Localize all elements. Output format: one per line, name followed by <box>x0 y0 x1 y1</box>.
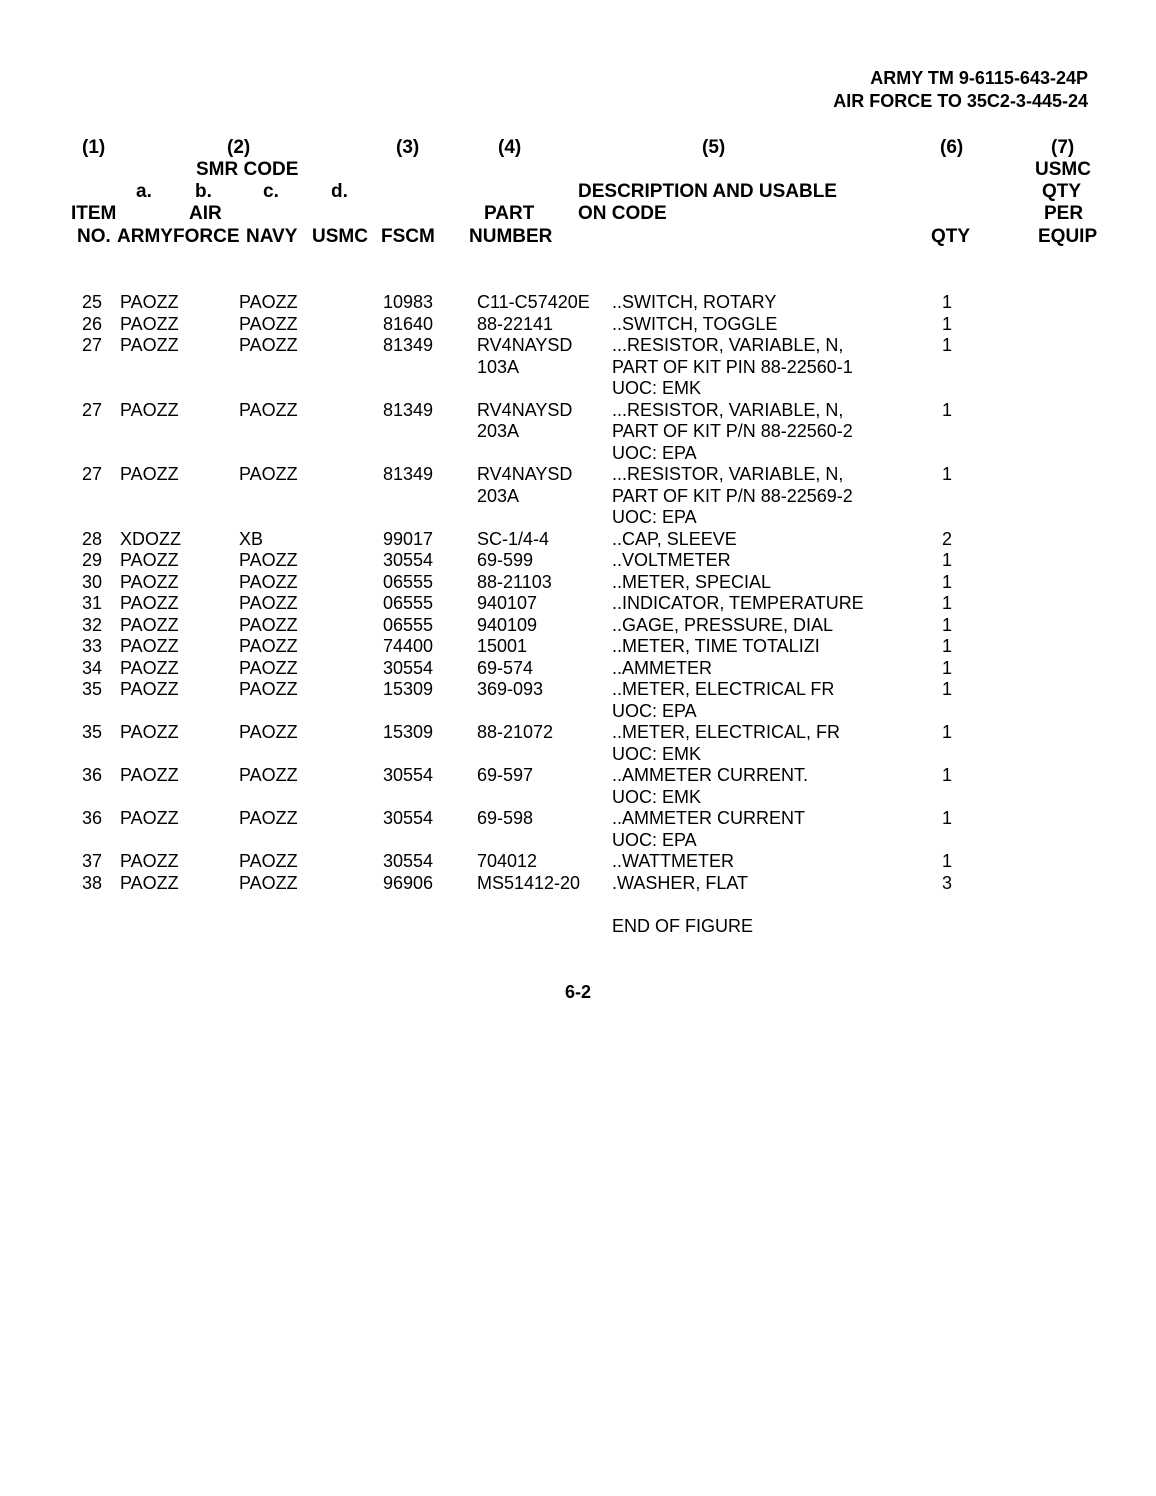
description-line: ..SWITCH, ROTARY <box>612 292 777 312</box>
item-number: 33 <box>81 636 102 656</box>
fscm-code: 30554 <box>383 657 434 678</box>
item-number: 25 <box>81 292 102 312</box>
per-heading: PER <box>1044 203 1084 224</box>
smr-army-code: PAOZZ <box>120 313 179 334</box>
description-line: ..AMMETER <box>612 657 713 678</box>
col1-number: (1) <box>82 137 106 158</box>
description-line: ..METER, ELECTRICAL FR <box>612 679 835 699</box>
quantity: 1 <box>942 571 953 592</box>
part-number: 369-093 <box>477 679 544 699</box>
part-number: 69-599 <box>477 550 534 570</box>
fscm-code: 06555 <box>383 593 434 613</box>
description-line: ...RESISTOR, VARIABLE, N, <box>612 399 844 420</box>
part-number: 69-598 <box>477 808 534 828</box>
description-line: ..METER, ELECTRICAL, FR <box>612 722 841 742</box>
smr-sub-c: c. <box>263 181 279 202</box>
navy-heading: NAVY <box>246 226 298 247</box>
smr-navy-code: PAOZZ <box>239 335 298 355</box>
smr-army-code: PAOZZ <box>120 722 179 742</box>
force-heading: FORCE <box>173 226 240 247</box>
air-heading: AIR <box>189 203 222 224</box>
part-number: MS51412-20 <box>477 872 581 893</box>
item-number: 27 <box>81 335 102 355</box>
quantity: 1 <box>942 464 953 484</box>
part-number: 88-21103 <box>477 571 552 592</box>
smr-navy-code: PAOZZ <box>239 614 298 635</box>
description-line: ..VOLTMETER <box>612 550 731 570</box>
quantity: 1 <box>942 313 953 334</box>
smr-navy-code: XB <box>239 528 264 549</box>
description-line: ..CAP, SLEEVE <box>612 528 737 549</box>
smr-navy-code: PAOZZ <box>239 851 298 871</box>
smr-army-code: PAOZZ <box>120 593 179 613</box>
quantity: 1 <box>942 292 953 312</box>
quantity: 1 <box>942 808 953 828</box>
description-line: UOC: EPA <box>612 700 697 721</box>
col4-number: (4) <box>498 137 522 158</box>
quantity: 1 <box>942 722 953 742</box>
part-number: 203A <box>477 485 520 506</box>
fscm-code: 96906 <box>383 872 434 893</box>
fscm-code: 15309 <box>383 679 434 699</box>
quantity: 1 <box>942 399 953 420</box>
part-number: 69-574 <box>477 657 534 678</box>
description-line: ..AMMETER CURRENT. <box>612 765 809 785</box>
smr-army-code: PAOZZ <box>120 808 179 828</box>
item-number: 27 <box>81 399 102 420</box>
col3-number: (3) <box>396 137 420 158</box>
smr-army-code: PAOZZ <box>120 657 179 678</box>
fscm-heading: FSCM <box>381 226 435 247</box>
qty-heading: QTY <box>931 226 971 247</box>
fscm-code: 81349 <box>383 335 434 355</box>
col7-number: (7) <box>1051 137 1075 158</box>
smr-navy-code: PAOZZ <box>239 636 298 656</box>
description-line: ..INDICATOR, TEMPERATURE <box>612 593 864 613</box>
quantity: 1 <box>942 636 953 656</box>
part-number: RV4NAYSD <box>477 335 573 355</box>
item-number: 27 <box>81 464 102 484</box>
quantity: 1 <box>942 614 953 635</box>
smr-army-code: PAOZZ <box>120 550 179 570</box>
smr-navy-code: PAOZZ <box>239 399 298 420</box>
fscm-code: 30554 <box>383 851 434 871</box>
smr-code-heading: SMR CODE <box>196 159 299 180</box>
smr-army-code: PAOZZ <box>120 614 179 635</box>
fscm-code: 10983 <box>383 292 434 312</box>
quantity: 2 <box>942 528 953 549</box>
end-of-figure: END OF FIGURE <box>612 916 754 936</box>
smr-navy-code: PAOZZ <box>239 808 298 828</box>
description-line: PART OF KIT P/N 88-22560-2 <box>612 421 853 441</box>
item-number: 38 <box>81 872 102 893</box>
description-line: ..AMMETER CURRENT <box>612 808 805 828</box>
part-number: 203A <box>477 421 520 441</box>
fscm-code: 15309 <box>383 722 434 742</box>
part-heading: PART <box>484 203 535 224</box>
description-line: ..SWITCH, TOGGLE <box>612 313 778 334</box>
smr-navy-code: PAOZZ <box>239 657 298 678</box>
smr-army-code: PAOZZ <box>120 571 179 592</box>
fscm-code: 30554 <box>383 808 434 828</box>
description-line: UOC: EMK <box>612 743 702 764</box>
description-line: UOC: EPA <box>612 829 697 850</box>
description-line: UOC: EPA <box>612 442 697 463</box>
part-number: 103A <box>477 356 520 377</box>
part-number: 940109 <box>477 614 538 635</box>
part-number-heading: NUMBER <box>469 226 553 247</box>
description-line: ..METER, SPECIAL <box>612 571 772 592</box>
quantity: 1 <box>942 657 953 678</box>
description-line: .WASHER, FLAT <box>612 872 749 893</box>
doc-id-airforce: AIR FORCE TO 35C2-3-445-24 <box>833 91 1088 111</box>
quantity: 1 <box>942 335 953 355</box>
part-number: 15001 <box>477 636 528 656</box>
smr-navy-code: PAOZZ <box>239 765 298 785</box>
equip-heading: EQUIP <box>1038 226 1098 247</box>
usmc-qty-heading-top: USMC <box>1035 159 1091 180</box>
description-line: UOC: EMK <box>612 786 702 807</box>
smr-navy-code: PAOZZ <box>239 550 298 570</box>
description-line: ..GAGE, PRESSURE, DIAL <box>612 614 834 635</box>
fscm-code: 81349 <box>383 399 434 420</box>
usmc-heading: USMC <box>312 226 368 247</box>
smr-army-code: PAOZZ <box>120 679 179 699</box>
description-line: UOC: EPA <box>612 507 697 527</box>
quantity: 1 <box>942 765 953 785</box>
smr-navy-code: PAOZZ <box>239 679 298 699</box>
part-number: 69-597 <box>477 765 534 785</box>
smr-army-code: XDOZZ <box>120 528 181 549</box>
description-line: ..METER, TIME TOTALIZI <box>612 636 820 656</box>
smr-sub-a: a. <box>136 181 152 202</box>
description-heading-line2: ON CODE <box>578 203 667 224</box>
description-line: PART OF KIT P/N 88-22569-2 <box>612 485 853 506</box>
part-number: 704012 <box>477 851 538 871</box>
description-line: ...RESISTOR, VARIABLE, N, <box>612 464 844 484</box>
item-number: 32 <box>81 614 102 635</box>
part-number: RV4NAYSD <box>477 464 573 484</box>
item-number: 36 <box>81 765 102 785</box>
fscm-code: 81640 <box>383 313 434 334</box>
part-number: 88-22141 <box>477 313 554 334</box>
smr-army-code: PAOZZ <box>120 765 179 785</box>
item-number: 29 <box>81 550 102 570</box>
smr-sub-d: d. <box>331 181 348 202</box>
item-number: 36 <box>81 808 102 828</box>
item-number: 34 <box>81 657 102 678</box>
fscm-code: 81349 <box>383 464 434 484</box>
item-number: 26 <box>81 313 102 334</box>
smr-army-code: PAOZZ <box>120 851 179 871</box>
fscm-code: 06555 <box>383 614 434 635</box>
description-line: PART OF KIT PIN 88-22560-1 <box>612 356 853 377</box>
description-line: UOC: EMK <box>612 378 702 398</box>
page-number: 6-2 <box>564 982 591 1002</box>
fscm-code: 30554 <box>383 550 434 570</box>
fscm-code: 74400 <box>383 636 434 656</box>
fscm-code: 06555 <box>383 571 434 592</box>
fscm-code: 99017 <box>383 528 434 549</box>
smr-army-code: PAOZZ <box>120 464 179 484</box>
doc-id-army: ARMY TM 9-6115-643-24P <box>870 68 1088 88</box>
smr-navy-code: PAOZZ <box>239 722 298 742</box>
smr-navy-code: PAOZZ <box>239 872 298 893</box>
part-number: RV4NAYSD <box>477 399 573 420</box>
col6-number: (6) <box>940 137 964 158</box>
smr-navy-code: PAOZZ <box>239 593 298 613</box>
smr-navy-code: PAOZZ <box>239 571 298 592</box>
description-line: ..WATTMETER <box>612 851 734 871</box>
col2-number: (2) <box>227 137 251 158</box>
quantity: 1 <box>942 851 953 871</box>
item-number: 31 <box>81 593 102 613</box>
col5-number: (5) <box>702 137 726 158</box>
item-number: 28 <box>81 528 102 549</box>
description-heading-line1: DESCRIPTION AND USABLE <box>578 181 837 202</box>
part-number: SC-1/4-4 <box>477 528 550 549</box>
quantity: 1 <box>942 593 953 613</box>
smr-navy-code: PAOZZ <box>239 313 298 334</box>
army-heading: ARMY <box>117 226 173 247</box>
item-number: 30 <box>81 571 102 592</box>
part-number: C11-C57420E <box>477 292 590 312</box>
item-number: 37 <box>81 851 102 871</box>
smr-army-code: PAOZZ <box>120 872 179 893</box>
quantity: 3 <box>942 872 953 893</box>
smr-army-code: PAOZZ <box>120 399 179 420</box>
item-number: 35 <box>81 722 102 742</box>
quantity: 1 <box>942 550 953 570</box>
qty-heading-top: QTY <box>1042 181 1082 202</box>
smr-navy-code: PAOZZ <box>239 464 298 484</box>
fscm-code: 30554 <box>383 765 434 785</box>
smr-navy-code: PAOZZ <box>239 292 298 312</box>
smr-army-code: PAOZZ <box>120 292 179 312</box>
part-number: 940107 <box>477 593 538 613</box>
item-heading: ITEM <box>71 203 117 224</box>
quantity: 1 <box>942 679 953 699</box>
smr-army-code: PAOZZ <box>120 636 179 656</box>
item-number: 35 <box>81 679 102 699</box>
description-line: ...RESISTOR, VARIABLE, N, <box>612 335 844 355</box>
part-number: 88-21072 <box>477 722 554 742</box>
no-heading: NO. <box>77 226 111 247</box>
smr-sub-b: b. <box>195 181 212 202</box>
smr-army-code: PAOZZ <box>120 335 179 355</box>
